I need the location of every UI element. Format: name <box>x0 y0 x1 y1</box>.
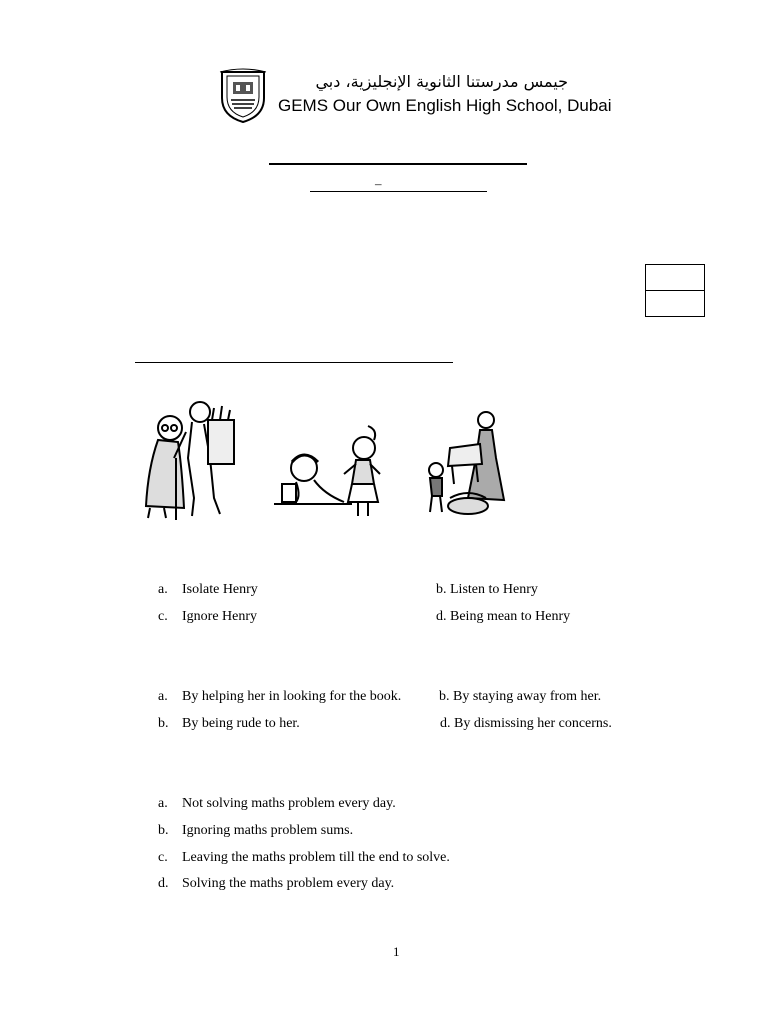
school-header <box>218 68 612 126</box>
marks-box <box>645 264 705 317</box>
title-line <box>269 163 527 165</box>
q2-option-d[interactable]: d. By dismissing her concerns. <box>440 716 612 731</box>
q1-option-d[interactable]: d. Being mean to Henry <box>436 609 571 624</box>
q3-option-c[interactable]: c. Leaving the maths problem till the end to solve. <box>158 850 450 865</box>
school-name-arabic: جيمس مدرستنا الثانوية الإنجليزية، دبي <box>315 72 568 91</box>
children-arguing-illustration <box>272 412 396 520</box>
section-heading-line <box>135 362 453 363</box>
q2-option-a[interactable]: a. By helping her in looking for the book. <box>158 689 402 704</box>
q3-option-d[interactable]: d. Solving the maths problem every day. <box>158 876 395 891</box>
q2-option-c[interactable]: b. By being rude to her. <box>158 716 300 731</box>
q2-option-b[interactable]: b. By staying away from her. <box>439 689 602 704</box>
q1-option-b[interactable]: b. Listen to Henry <box>436 582 538 597</box>
title-dash: – <box>375 176 382 191</box>
page-number: 1 <box>393 944 400 959</box>
q3-option-a[interactable]: a. Not solving maths problem every day. <box>158 796 396 811</box>
school-crest-icon <box>218 68 268 124</box>
q1-option-c[interactable]: c. Ignore Henry <box>158 609 258 624</box>
q3-option-b[interactable]: b. Ignoring maths problem sums. <box>158 823 354 838</box>
helping-elderly-illustration <box>134 398 252 522</box>
mother-and-child-illustration <box>420 408 514 520</box>
subtitle-line <box>310 191 487 192</box>
school-name: GEMS Our Own English High School, Dubai <box>278 96 612 115</box>
q1-option-a[interactable]: a. Isolate Henry <box>158 582 258 597</box>
